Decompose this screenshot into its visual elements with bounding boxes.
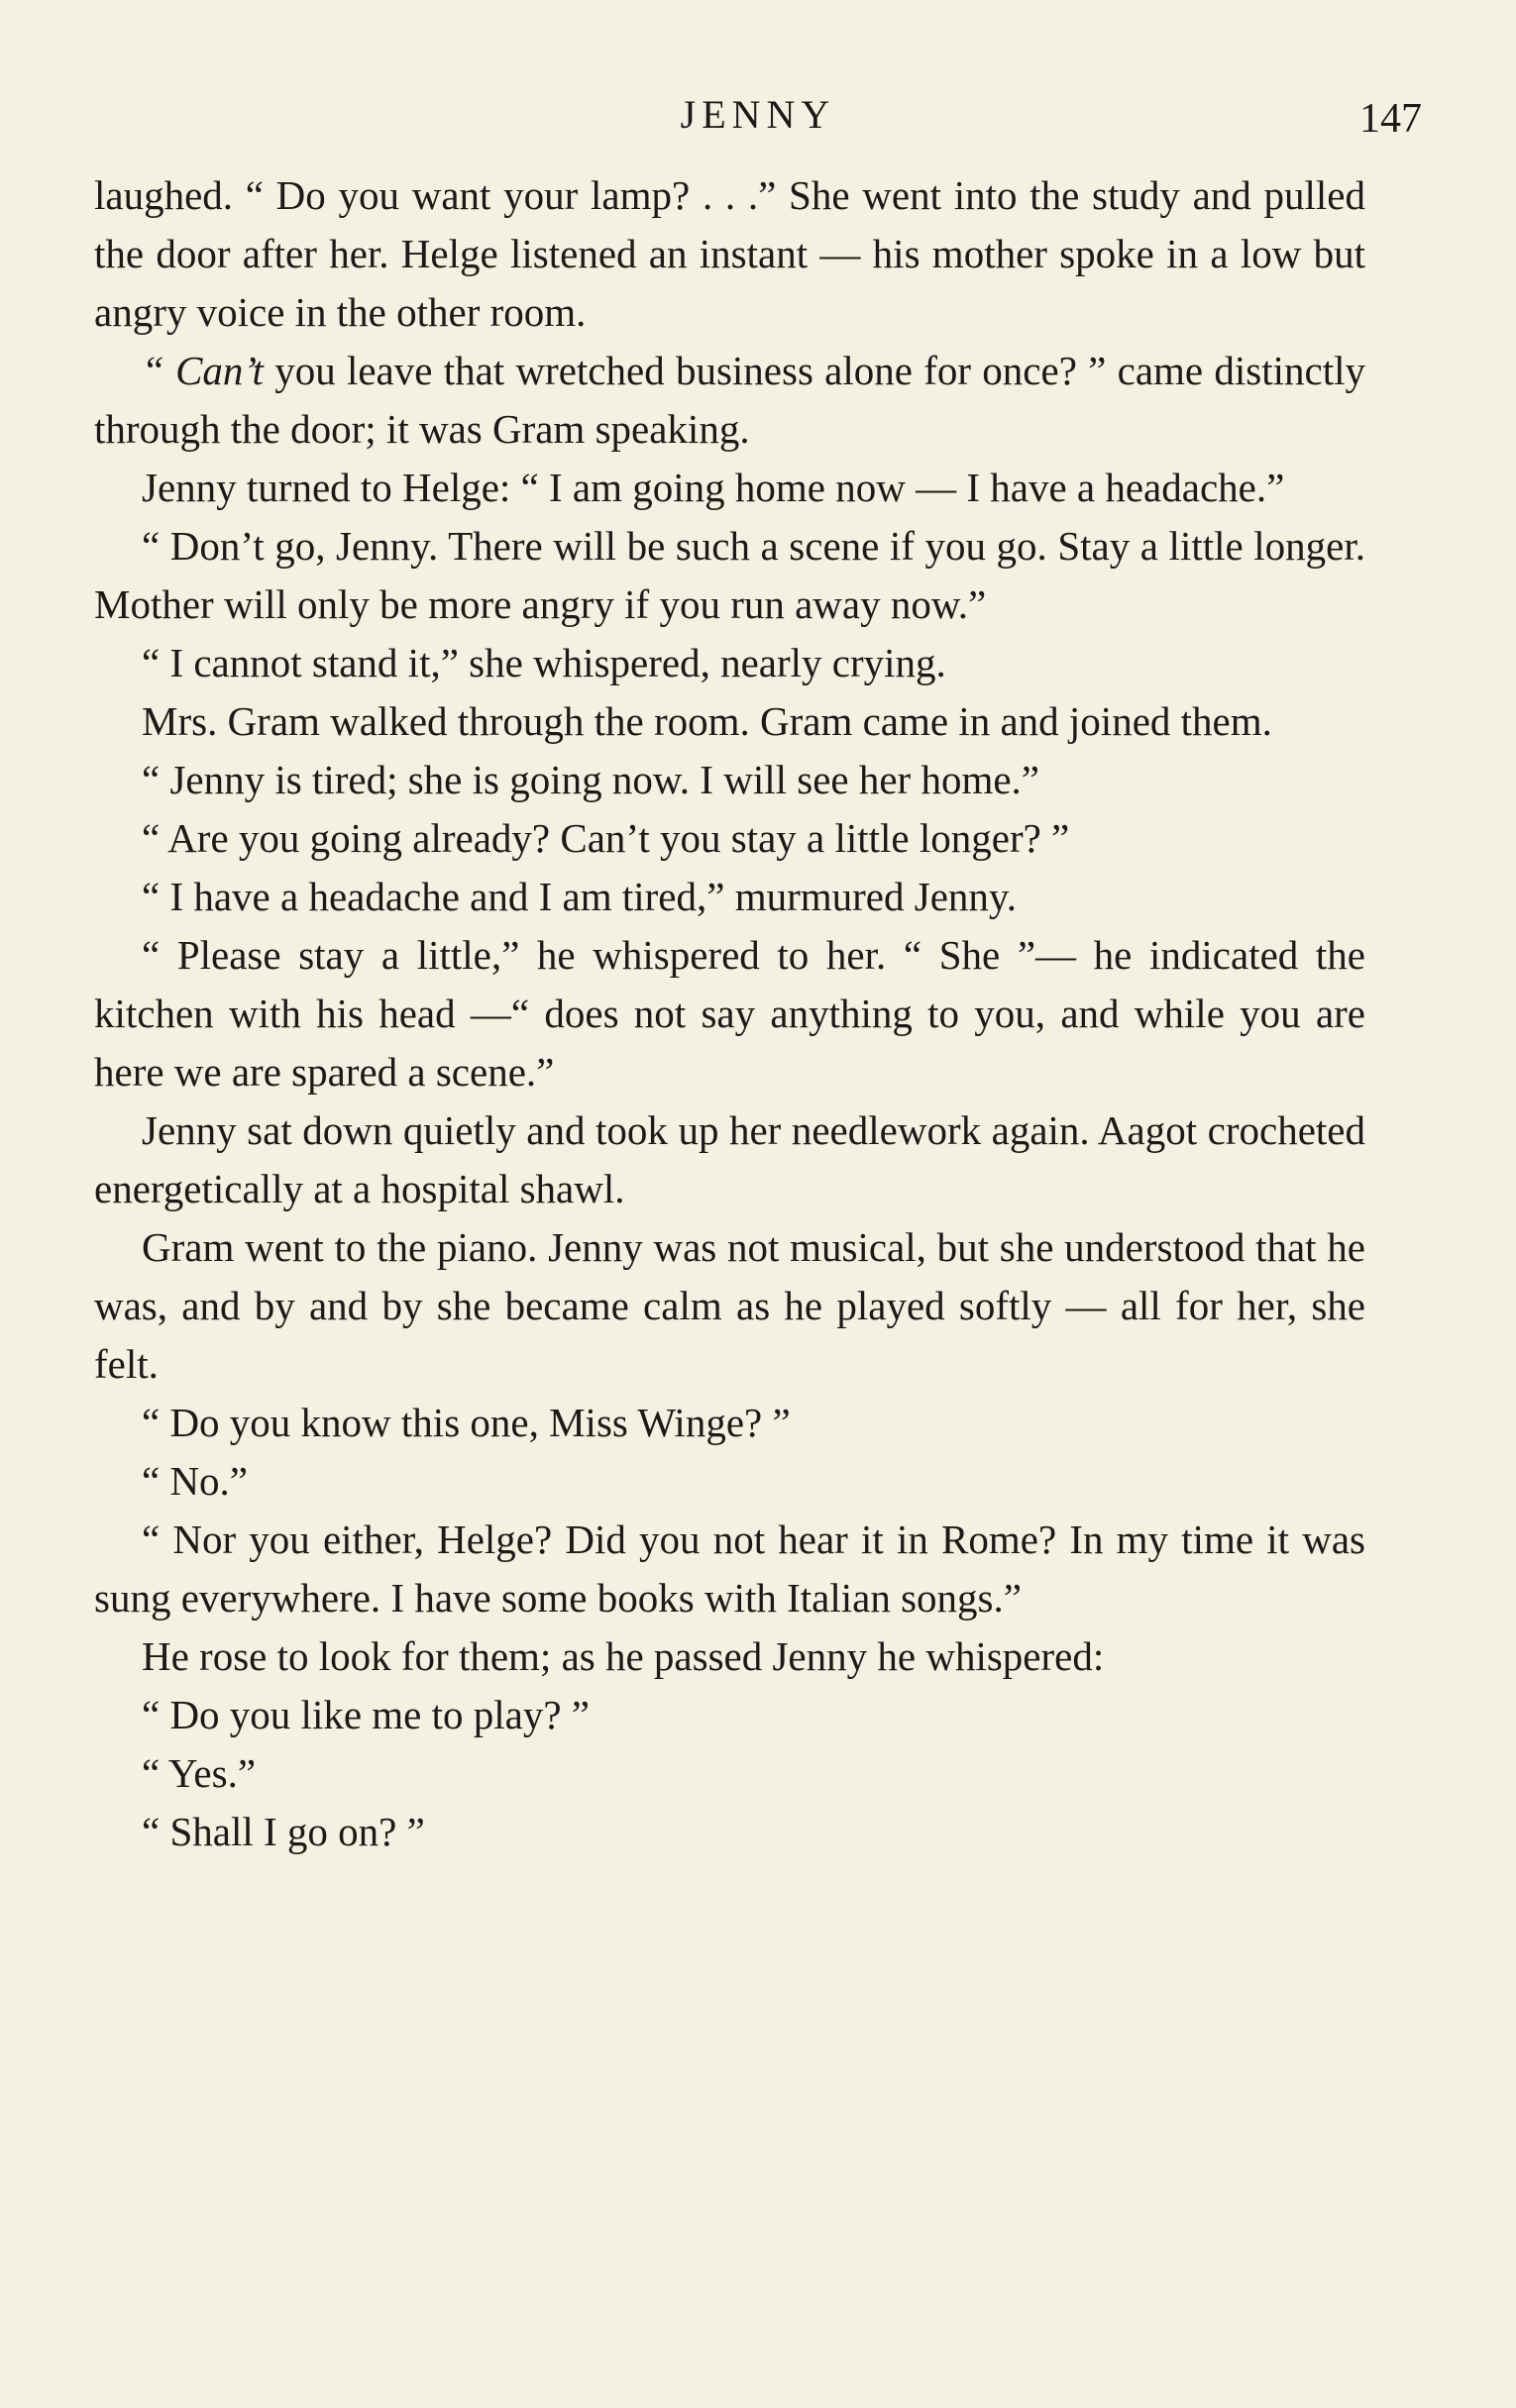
- paragraph: [94, 342, 1365, 459]
- paragraph: “ Shall I go on? ”: [142, 1809, 425, 1854]
- paragraph: “ Please stay a little,” he whispered to her. “ She ”— he indicated the kitchen with his head —“ does not say anything to you, and while you are here we are spared a scene.”: [94, 932, 1365, 1095]
- paragraph: “ No.”: [142, 1458, 249, 1504]
- paragraph: “ Do you know this one, Miss Winge? ”: [142, 1400, 791, 1445]
- paragraph: Mrs. Gram walked through the room. Gram came in and joined them.: [142, 698, 1272, 744]
- paragraph: “ I have a headache and I am tired,” murmured Jenny.: [142, 874, 1017, 919]
- body-text: [94, 166, 1365, 1861]
- paragraph: “ Do you like me to play? ”: [142, 1692, 591, 1737]
- paragraph: Jenny sat down quietly and took up her needlework again. Aagot crocheted energetically at a hospital shawl.: [94, 1107, 1365, 1211]
- paragraph: “ Jenny is tired; she is going now. I will see her home.”: [142, 757, 1039, 802]
- paragraph: He rose to look for them; as he passed Jenny he whispered:: [142, 1633, 1105, 1679]
- running-head: [94, 91, 1422, 151]
- paragraph: laughed. “ Do you want your lamp? . . .” She went into the study and pulled the door after her. Helge listened an instant — his mother spoke in a low but angry voice in the other room.: [94, 172, 1365, 335]
- running-title: JENNY: [680, 92, 836, 137]
- paragraph-text: you leave that wretched business alone for once? ” came distinctly through the door; it was Gram speaking.: [94, 348, 1365, 452]
- paragraph: “ I cannot stand it,” she whispered, nearly crying.: [142, 640, 946, 685]
- page-number: 147: [1359, 96, 1422, 142]
- paragraph: Gram went to the piano. Jenny was not musical, but she understood that he was, and by and by she became calm as he played softly — all for her, she felt.: [94, 1224, 1365, 1387]
- paragraph: “ Are you going already? Can’t you stay a little longer? ”: [142, 815, 1070, 861]
- paragraph: Jenny turned to Helge: “ I am going home now — I have a headache.”: [142, 465, 1285, 510]
- italic-emphasis: “ Can’t: [142, 348, 264, 393]
- paragraph: “ Don’t go, Jenny. There will be such a scene if you go. Stay a little longer. Mother will only be more angry if you run away now.”: [94, 523, 1365, 627]
- paragraph: “ Yes.”: [142, 1750, 257, 1796]
- paragraph: “ Nor you either, Helge? Did you not hear it in Rome? In my time it was sung everywhere. I have some books with Italian songs.”: [94, 1517, 1365, 1621]
